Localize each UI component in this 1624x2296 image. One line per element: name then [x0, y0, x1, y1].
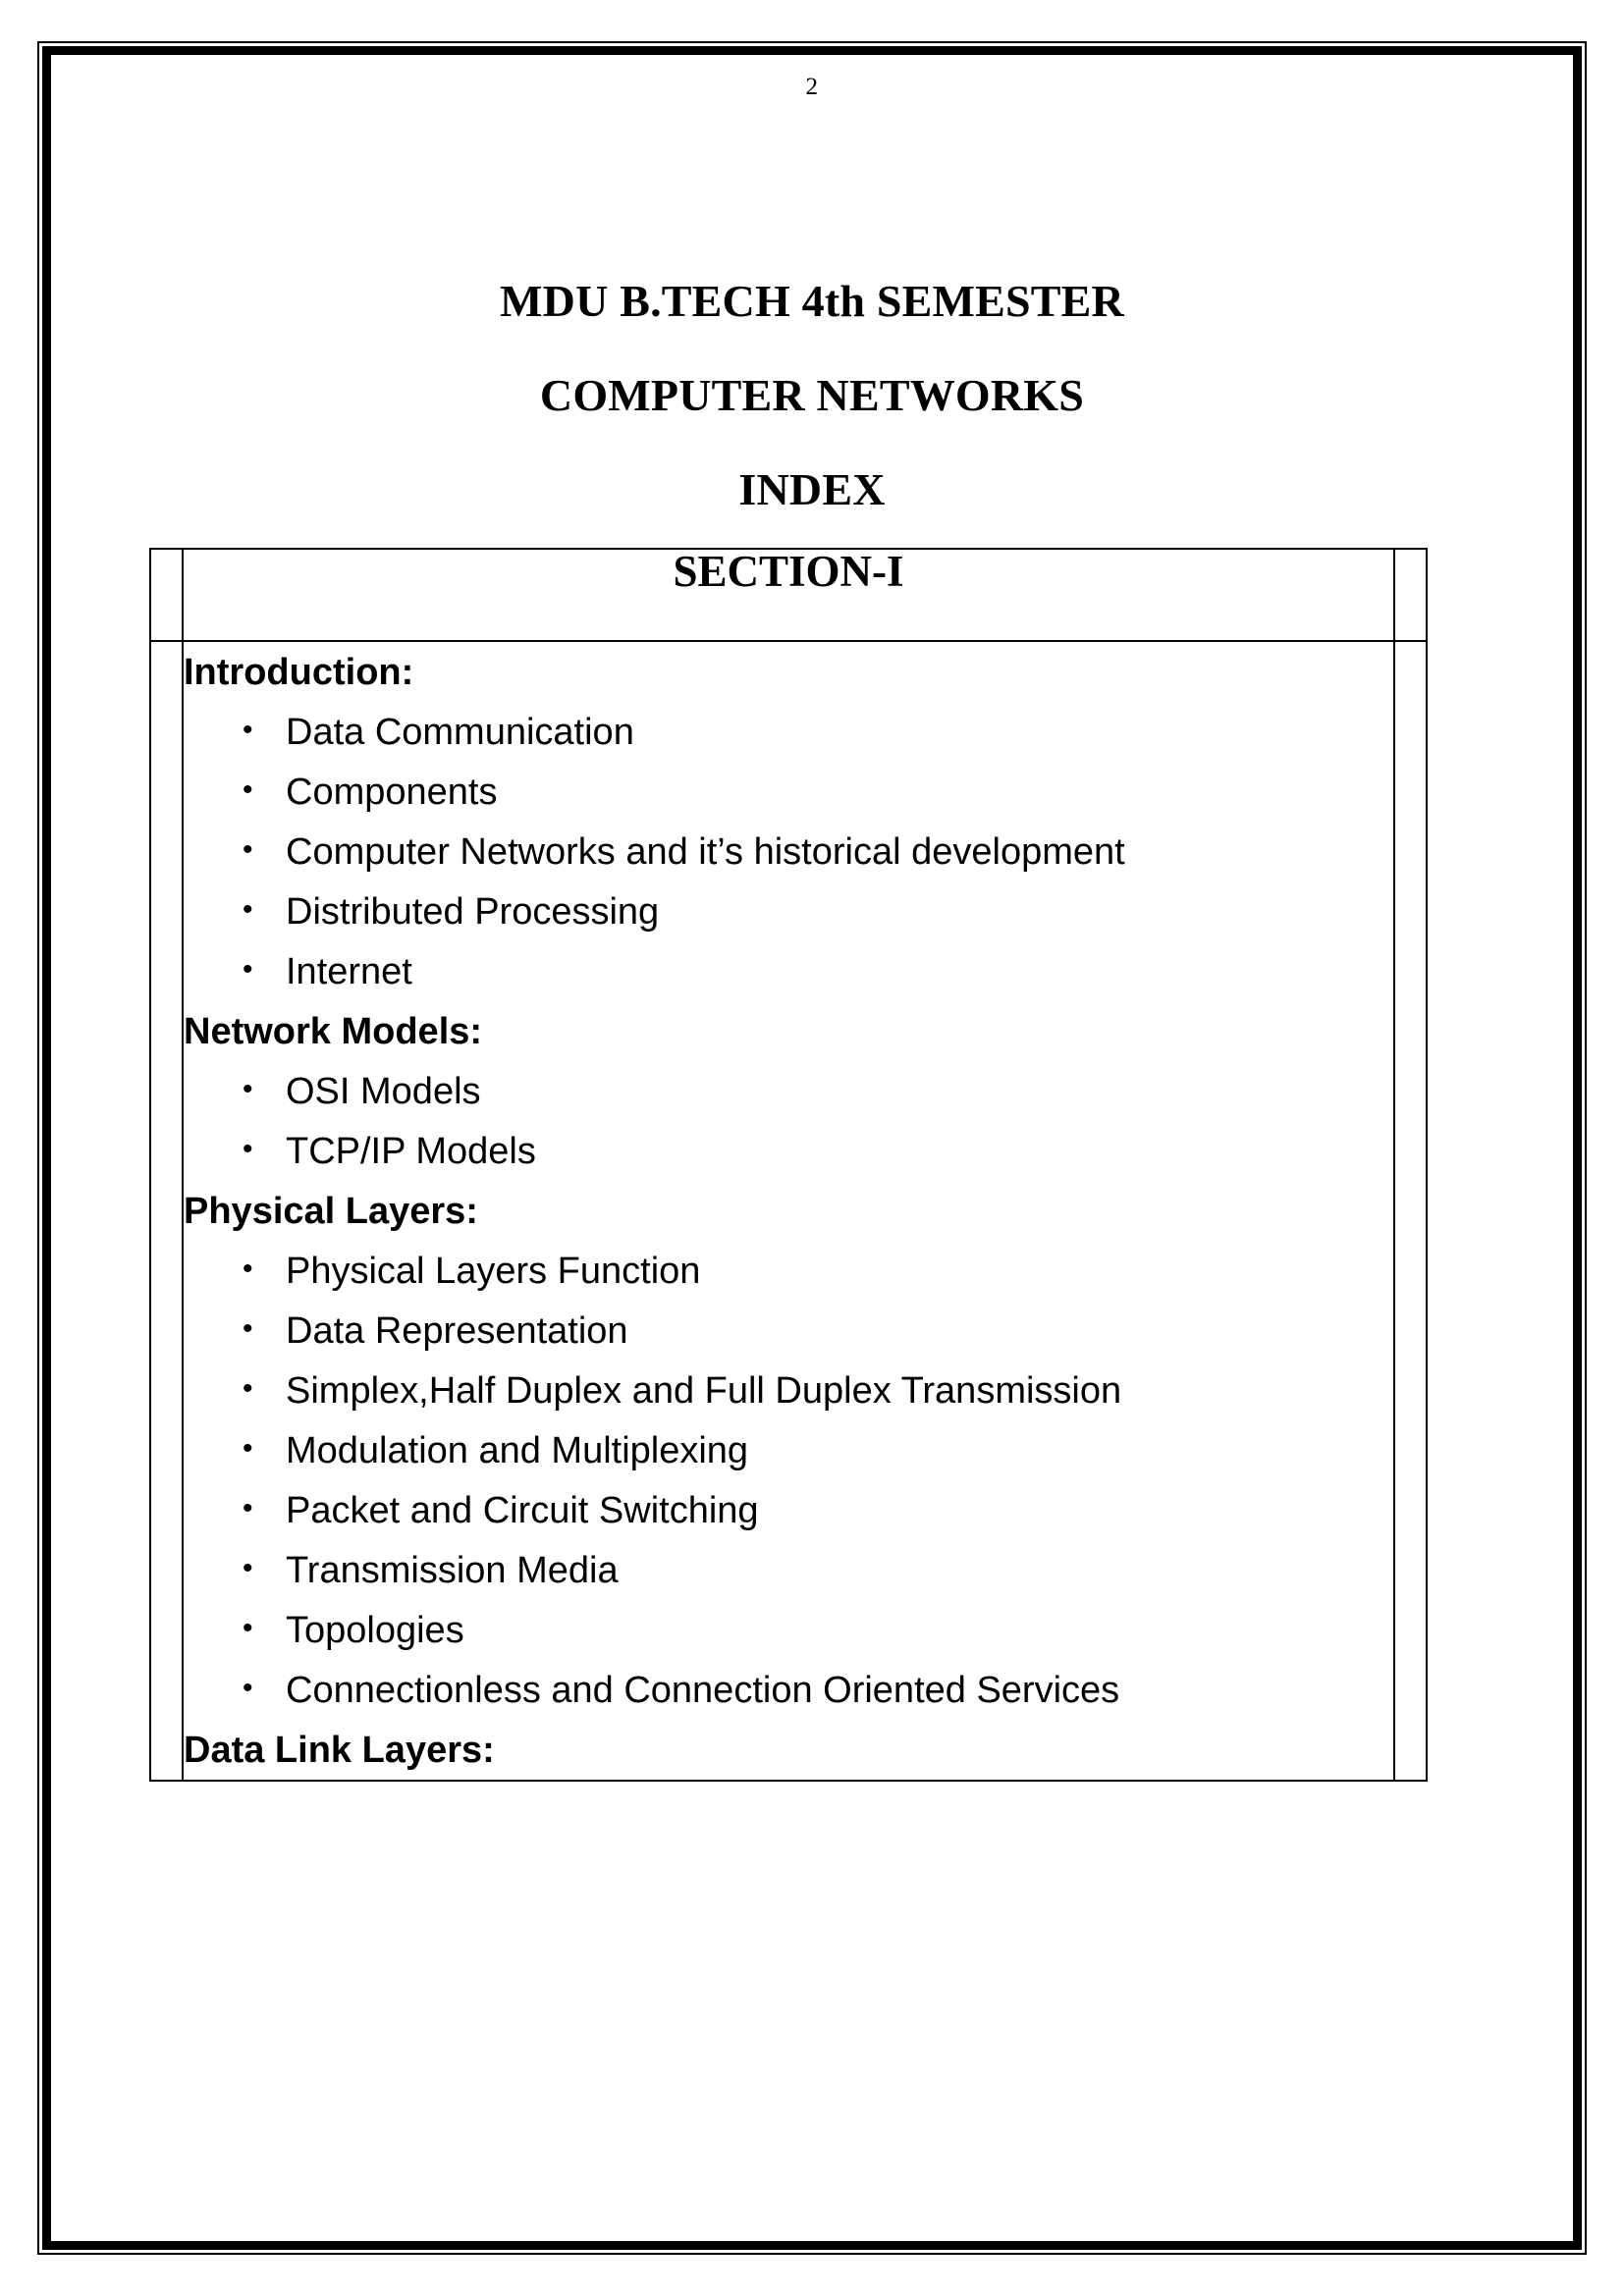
list-item: [239, 702, 1393, 762]
list-item-label: Computer Networks and it’s historical development: [286, 831, 1125, 873]
list-item: [239, 1361, 1393, 1420]
list-item-label: Simplex,Half Duplex and Full Duplex Transmission: [286, 1370, 1122, 1412]
document-title-course: MDU B.TECH 4th SEMESTER: [500, 276, 1124, 326]
topic-group-heading: Physical Layers:: [184, 1191, 478, 1232]
list-item-label: Packet and Circuit Switching: [286, 1490, 759, 1531]
bullet-icon: •: [243, 774, 253, 806]
page-content: [51, 55, 1573, 2241]
bullet-icon: •: [243, 1312, 253, 1345]
table-row-section-header: [150, 549, 1427, 641]
bullet-icon: •: [243, 1253, 253, 1285]
list-item-label: Connectionless and Connection Oriented Services: [286, 1670, 1120, 1711]
bullet-icon: •: [243, 833, 253, 866]
section-header-cell: [183, 549, 1394, 641]
list-item: [239, 941, 1393, 1001]
index-table: [149, 548, 1428, 1782]
list-item-label: Distributed Processing: [286, 891, 660, 933]
list-item: [239, 1600, 1393, 1660]
document-title-index: INDEX: [738, 464, 886, 514]
list-item: [239, 1420, 1393, 1480]
list-item-label: Data Communication: [286, 712, 634, 753]
topic-list: [184, 1061, 1393, 1181]
section-body-cell: [183, 641, 1394, 1781]
index-table-container: [51, 548, 1573, 1782]
bullet-icon: •: [243, 1372, 253, 1405]
list-item: [239, 762, 1393, 822]
list-item: [239, 881, 1393, 941]
list-item: [239, 822, 1393, 881]
section-header-label: SECTION-I: [673, 547, 904, 596]
bullet-icon: •: [243, 1133, 253, 1165]
document-title-subject: COMPUTER NETWORKS: [539, 370, 1085, 420]
bullet-icon: •: [243, 1073, 253, 1105]
topic-group-heading: Introduction:: [184, 652, 414, 693]
topic-outline: [184, 642, 1393, 1780]
list-item-label: Transmission Media: [286, 1550, 619, 1591]
list-item-label: Modulation and Multiplexing: [286, 1430, 749, 1471]
list-item-label: Topologies: [286, 1610, 464, 1651]
bullet-icon: •: [243, 1432, 253, 1465]
bullet-icon: •: [243, 1492, 253, 1524]
list-item: [239, 1660, 1393, 1720]
gutter-cell-left: [150, 641, 183, 1781]
topic-list: [184, 702, 1393, 1001]
list-item: [239, 1301, 1393, 1361]
bullet-icon: •: [243, 1672, 253, 1704]
bullet-icon: •: [243, 1612, 253, 1644]
list-item-label: TCP/IP Models: [286, 1131, 536, 1172]
bullet-icon: •: [243, 1552, 253, 1584]
bullet-icon: •: [243, 953, 253, 986]
topic-group-heading: Data Link Layers:: [184, 1730, 495, 1771]
table-row-section-body: [150, 641, 1427, 1781]
list-item-label: OSI Models: [286, 1071, 481, 1112]
list-item-label: Data Representation: [286, 1310, 628, 1352]
gutter-cell-left: [150, 549, 183, 641]
list-item: [239, 1121, 1393, 1181]
list-item: [239, 1480, 1393, 1540]
topic-list: [184, 1241, 1393, 1720]
gutter-cell-right: [1394, 641, 1427, 1781]
gutter-cell-right: [1394, 549, 1427, 641]
bullet-icon: •: [243, 714, 253, 746]
topic-group-heading: Network Models:: [184, 1011, 483, 1052]
list-item-label: Components: [286, 772, 498, 813]
bullet-icon: •: [243, 893, 253, 926]
page-number: 2: [805, 74, 819, 100]
list-item: [239, 1540, 1393, 1600]
list-item-label: Physical Layers Function: [286, 1251, 701, 1292]
list-item: [239, 1241, 1393, 1301]
list-item-label: Internet: [286, 951, 412, 992]
document-title-block: [51, 276, 1573, 514]
list-item: [239, 1061, 1393, 1121]
